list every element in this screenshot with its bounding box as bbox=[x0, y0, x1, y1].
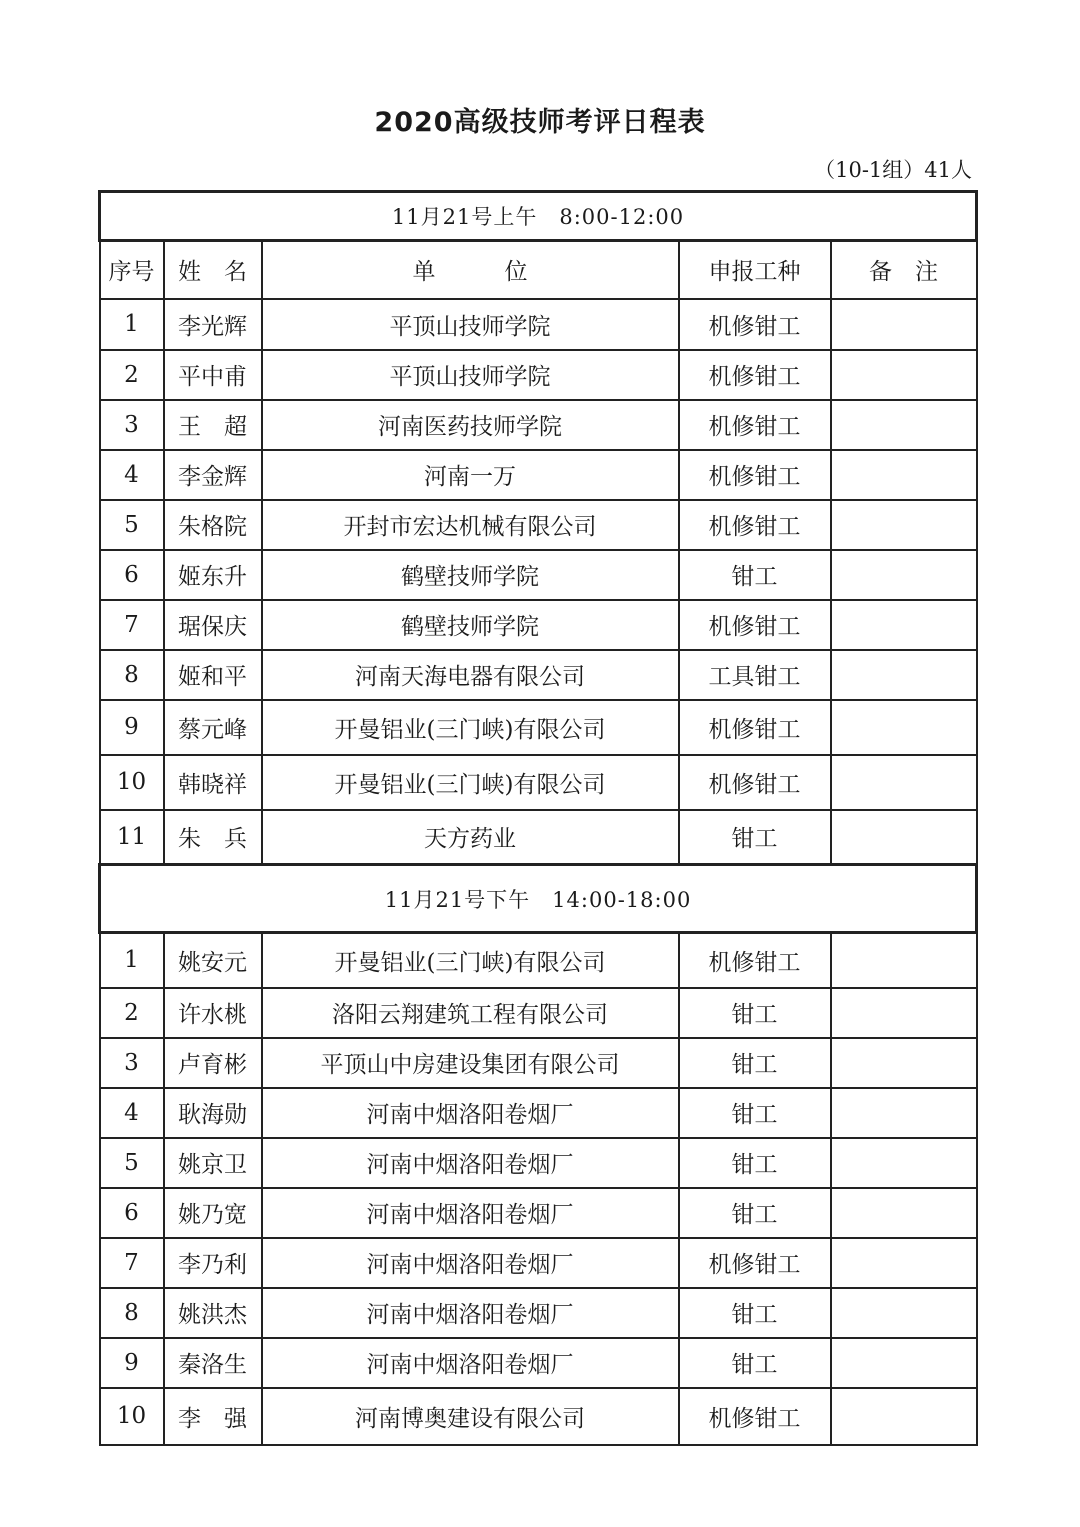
row-trade: 机修钳工 bbox=[679, 755, 831, 810]
header-trade: 申报工种 bbox=[679, 241, 831, 299]
row-remark bbox=[831, 650, 977, 700]
row-name: 蔡元峰 bbox=[164, 700, 262, 755]
row-no: 7 bbox=[100, 1238, 164, 1288]
row-name: 琚保庆 bbox=[164, 600, 262, 650]
row-trade: 钳工 bbox=[679, 1188, 831, 1238]
row-remark bbox=[831, 500, 977, 550]
row-no: 4 bbox=[100, 1088, 164, 1138]
row-unit: 河南一万 bbox=[262, 450, 679, 500]
table-row bbox=[100, 988, 977, 1038]
row-remark bbox=[831, 299, 977, 350]
table-row bbox=[100, 500, 977, 550]
row-no: 6 bbox=[100, 1188, 164, 1238]
row-trade: 机修钳工 bbox=[679, 299, 831, 350]
row-trade: 工具钳工 bbox=[679, 650, 831, 700]
row-unit: 河南中烟洛阳卷烟厂 bbox=[262, 1338, 679, 1388]
row-name: 朱 兵 bbox=[164, 810, 262, 865]
row-name: 王 超 bbox=[164, 400, 262, 450]
row-unit: 河南中烟洛阳卷烟厂 bbox=[262, 1088, 679, 1138]
row-name: 姚洪杰 bbox=[164, 1288, 262, 1338]
row-unit: 开封市宏达机械有限公司 bbox=[262, 500, 679, 550]
row-remark bbox=[831, 450, 977, 500]
row-no: 7 bbox=[100, 600, 164, 650]
row-remark bbox=[831, 988, 977, 1038]
row-unit: 平顶山技师学院 bbox=[262, 299, 679, 350]
row-remark bbox=[831, 1088, 977, 1138]
row-trade: 钳工 bbox=[679, 550, 831, 600]
table-row bbox=[100, 299, 977, 350]
row-remark bbox=[831, 1388, 977, 1445]
row-trade: 机修钳工 bbox=[679, 1388, 831, 1445]
row-trade: 机修钳工 bbox=[679, 1238, 831, 1288]
row-unit: 河南中烟洛阳卷烟厂 bbox=[262, 1238, 679, 1288]
row-remark bbox=[831, 350, 977, 400]
row-unit: 开曼铝业(三门峡)有限公司 bbox=[262, 755, 679, 810]
row-trade: 机修钳工 bbox=[679, 600, 831, 650]
row-remark bbox=[831, 1288, 977, 1338]
row-no: 9 bbox=[100, 700, 164, 755]
row-name: 姚乃宽 bbox=[164, 1188, 262, 1238]
table-row bbox=[100, 600, 977, 650]
row-name: 耿海勋 bbox=[164, 1088, 262, 1138]
row-name: 李金辉 bbox=[164, 450, 262, 500]
table-row bbox=[100, 1188, 977, 1238]
row-no: 3 bbox=[100, 400, 164, 450]
row-no: 10 bbox=[100, 755, 164, 810]
table-row bbox=[100, 1038, 977, 1088]
row-name: 李乃利 bbox=[164, 1238, 262, 1288]
table-row bbox=[100, 1238, 977, 1288]
row-unit: 河南中烟洛阳卷烟厂 bbox=[262, 1188, 679, 1238]
row-no: 10 bbox=[100, 1388, 164, 1445]
table-row bbox=[100, 1288, 977, 1338]
row-no: 5 bbox=[100, 500, 164, 550]
row-trade: 机修钳工 bbox=[679, 450, 831, 500]
header-remark: 备 注 bbox=[831, 241, 977, 299]
row-remark bbox=[831, 550, 977, 600]
row-unit: 河南中烟洛阳卷烟厂 bbox=[262, 1288, 679, 1338]
row-name: 姬和平 bbox=[164, 650, 262, 700]
session-header-morning bbox=[100, 192, 977, 241]
row-remark bbox=[831, 1238, 977, 1288]
row-no: 6 bbox=[100, 550, 164, 600]
row-remark bbox=[831, 600, 977, 650]
row-unit: 洛阳云翔建筑工程有限公司 bbox=[262, 988, 679, 1038]
table-row bbox=[100, 810, 977, 865]
row-name: 姚京卫 bbox=[164, 1138, 262, 1188]
row-unit: 河南博奥建设有限公司 bbox=[262, 1388, 679, 1445]
row-trade: 机修钳工 bbox=[679, 933, 831, 988]
row-trade: 钳工 bbox=[679, 1088, 831, 1138]
row-name: 姬东升 bbox=[164, 550, 262, 600]
row-remark bbox=[831, 933, 977, 988]
row-unit: 河南天海电器有限公司 bbox=[262, 650, 679, 700]
table-row bbox=[100, 1338, 977, 1388]
row-trade: 机修钳工 bbox=[679, 500, 831, 550]
row-no: 3 bbox=[100, 1038, 164, 1088]
row-trade: 钳工 bbox=[679, 1338, 831, 1388]
table-row bbox=[100, 1088, 977, 1138]
row-unit: 鹤壁技师学院 bbox=[262, 600, 679, 650]
row-trade: 钳工 bbox=[679, 1288, 831, 1338]
table-row bbox=[100, 550, 977, 600]
row-name: 许水桃 bbox=[164, 988, 262, 1038]
row-name: 卢育彬 bbox=[164, 1038, 262, 1088]
table-row bbox=[100, 450, 977, 500]
header-unit: 单 位 bbox=[262, 241, 679, 299]
row-unit: 平顶山中房建设集团有限公司 bbox=[262, 1038, 679, 1088]
session-label: 11月21号下午 14:00-18:00 bbox=[100, 865, 977, 933]
row-unit: 河南医药技师学院 bbox=[262, 400, 679, 450]
row-trade: 钳工 bbox=[679, 1138, 831, 1188]
row-no: 9 bbox=[100, 1338, 164, 1388]
row-remark bbox=[831, 1188, 977, 1238]
row-no: 8 bbox=[100, 650, 164, 700]
row-unit: 平顶山技师学院 bbox=[262, 350, 679, 400]
row-trade: 机修钳工 bbox=[679, 350, 831, 400]
row-trade: 机修钳工 bbox=[679, 700, 831, 755]
row-trade: 钳工 bbox=[679, 1038, 831, 1088]
row-unit: 天方药业 bbox=[262, 810, 679, 865]
row-name: 姚安元 bbox=[164, 933, 262, 988]
row-no: 11 bbox=[100, 810, 164, 865]
row-no: 2 bbox=[100, 350, 164, 400]
row-no: 5 bbox=[100, 1138, 164, 1188]
schedule-table bbox=[98, 190, 978, 1446]
row-name: 平中甫 bbox=[164, 350, 262, 400]
row-remark bbox=[831, 1338, 977, 1388]
row-remark bbox=[831, 700, 977, 755]
table-row bbox=[100, 933, 977, 988]
table-row bbox=[100, 350, 977, 400]
table-row bbox=[100, 755, 977, 810]
row-name: 朱格院 bbox=[164, 500, 262, 550]
row-remark bbox=[831, 755, 977, 810]
row-name: 秦洛生 bbox=[164, 1338, 262, 1388]
row-no: 4 bbox=[100, 450, 164, 500]
row-remark bbox=[831, 810, 977, 865]
row-unit: 鹤壁技师学院 bbox=[262, 550, 679, 600]
row-no: 8 bbox=[100, 1288, 164, 1338]
row-unit: 开曼铝业(三门峡)有限公司 bbox=[262, 700, 679, 755]
row-trade: 钳工 bbox=[679, 988, 831, 1038]
header-name: 姓 名 bbox=[164, 241, 262, 299]
column-headers bbox=[100, 241, 977, 299]
table-row bbox=[100, 1138, 977, 1188]
session-header-afternoon bbox=[100, 865, 977, 933]
row-name: 李光辉 bbox=[164, 299, 262, 350]
row-no: 2 bbox=[100, 988, 164, 1038]
row-trade: 机修钳工 bbox=[679, 400, 831, 450]
page-title: 2020高级技师考评日程表 bbox=[374, 107, 706, 138]
row-trade: 钳工 bbox=[679, 810, 831, 865]
table-row bbox=[100, 650, 977, 700]
row-no: 1 bbox=[100, 299, 164, 350]
header-seq: 序号 bbox=[100, 241, 164, 299]
row-no: 1 bbox=[100, 933, 164, 988]
session-label: 11月21号上午 8:00-12:00 bbox=[100, 192, 977, 241]
row-unit: 开曼铝业(三门峡)有限公司 bbox=[262, 933, 679, 988]
row-unit: 河南中烟洛阳卷烟厂 bbox=[262, 1138, 679, 1188]
row-remark bbox=[831, 1138, 977, 1188]
table-row bbox=[100, 700, 977, 755]
table-row bbox=[100, 400, 977, 450]
table-row bbox=[100, 1388, 977, 1445]
row-name: 李 强 bbox=[164, 1388, 262, 1445]
row-remark bbox=[831, 1038, 977, 1088]
row-name: 韩晓祥 bbox=[164, 755, 262, 810]
row-remark bbox=[831, 400, 977, 450]
group-count: （10-1组）41人 bbox=[814, 158, 972, 182]
